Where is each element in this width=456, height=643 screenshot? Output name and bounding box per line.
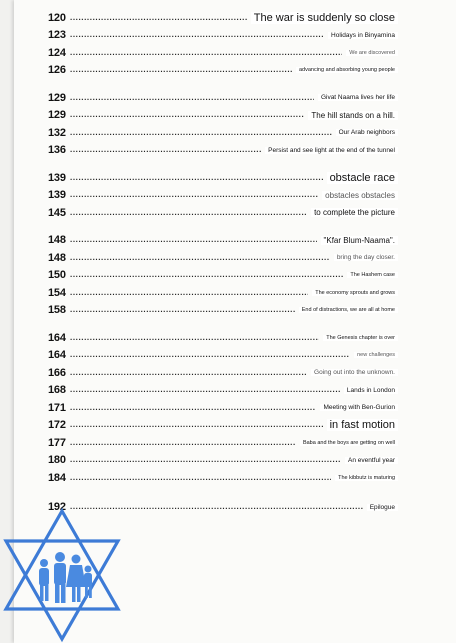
toc-entry[interactable]	[48, 187, 398, 205]
toc-title: We are discovered	[346, 50, 398, 56]
toc-page-number: 180	[48, 454, 66, 467]
dot-leader	[70, 190, 318, 200]
toc-title: An eventful year	[345, 457, 398, 464]
toc-title: Epilogue	[367, 504, 398, 511]
toc-page-number: 132	[48, 126, 66, 139]
section-gap	[48, 79, 398, 89]
toc-page-number: 150	[48, 269, 66, 282]
toc-title: to complete the picture	[311, 208, 398, 217]
toc-title: obstacles obstacles	[322, 191, 398, 200]
toc-entry[interactable]	[48, 302, 398, 320]
toc-title: advancing and absorbing young people	[296, 67, 398, 73]
toc-title: obstacle race	[327, 172, 398, 184]
toc-title: Meeting with Ben-Gurion	[320, 404, 398, 411]
toc-page-number: 171	[48, 401, 66, 414]
toc-entry[interactable]	[48, 89, 398, 107]
dot-leader	[70, 208, 307, 218]
dot-leader	[70, 48, 342, 58]
dot-leader	[70, 145, 261, 155]
toc-page-number: 136	[48, 144, 66, 157]
section-gap	[48, 159, 398, 169]
toc-entry[interactable]	[48, 9, 398, 27]
dot-leader	[70, 235, 317, 245]
dot-leader	[70, 13, 247, 23]
dot-leader	[70, 288, 308, 298]
toc-page-number: 139	[48, 189, 66, 202]
toc-page-number: 164	[48, 331, 66, 344]
toc-title: The Hashem case	[347, 272, 398, 278]
dot-leader	[70, 350, 350, 360]
toc-page-number: 166	[48, 366, 66, 379]
toc-entry[interactable]	[48, 434, 398, 452]
toc-page-number: 192	[48, 501, 66, 514]
family-figures-icon	[39, 552, 92, 603]
toc-entry[interactable]	[48, 27, 398, 45]
toc-title: new challenges	[354, 352, 398, 358]
toc-title: Our Arab neighbors	[336, 129, 398, 136]
toc-entry[interactable]	[48, 452, 398, 470]
toc-entry[interactable]	[48, 232, 398, 250]
toc-page-number: 148	[48, 234, 66, 247]
toc-entry[interactable]	[48, 107, 398, 125]
dot-leader	[70, 270, 343, 280]
toc-entry[interactable]	[48, 364, 398, 382]
toc-title: The Genesis chapter is over	[323, 335, 398, 341]
toc-title: Lands in London	[344, 387, 398, 394]
toc-title: "Kfar Blum-Naama".	[321, 236, 398, 245]
toc-title: The war is suddenly so close	[251, 12, 398, 24]
toc-page-number: 126	[48, 64, 66, 77]
toc-entry[interactable]	[48, 62, 398, 80]
toc-entry[interactable]	[48, 417, 398, 435]
dot-leader	[70, 455, 341, 465]
section-gap	[48, 487, 398, 499]
toc-title: Baba and the boys are getting on well	[300, 440, 398, 446]
toc-page-number: 123	[48, 29, 66, 42]
toc-entry[interactable]	[48, 124, 398, 142]
toc-page-number: 154	[48, 286, 66, 299]
toc-page-number: 129	[48, 109, 66, 122]
toc-title: The economy sprouts and grows	[312, 290, 398, 296]
toc-title: Givat Naama lives her life	[318, 94, 398, 101]
dot-leader	[70, 420, 323, 430]
toc-entry[interactable]	[48, 267, 398, 285]
dot-leader	[70, 403, 316, 413]
dot-leader	[70, 253, 330, 263]
dot-leader	[70, 30, 324, 40]
toc-entry[interactable]	[48, 249, 398, 267]
toc-title: Holidays in Binyamina	[328, 32, 398, 39]
toc-entry[interactable]	[48, 284, 398, 302]
dot-leader	[70, 438, 296, 448]
toc-entry[interactable]	[48, 329, 398, 347]
dot-leader	[70, 385, 340, 395]
toc-page-number: 177	[48, 436, 66, 449]
toc-page-number: 184	[48, 471, 66, 484]
toc-entry[interactable]	[48, 382, 398, 400]
toc-entry[interactable]	[48, 44, 398, 62]
toc-title: End of distractions, we are all at home	[299, 307, 398, 313]
section-gap	[48, 319, 398, 329]
toc-entry[interactable]	[48, 469, 398, 487]
toc-entry[interactable]	[48, 399, 398, 417]
dot-leader	[70, 65, 292, 75]
toc-title: Going out into the unknown.	[311, 369, 398, 376]
toc-entry[interactable]	[48, 347, 398, 365]
toc-page-number: 164	[48, 349, 66, 362]
toc-page-number: 145	[48, 206, 66, 219]
toc-page-number: 124	[48, 46, 66, 59]
dot-leader	[70, 305, 295, 315]
toc-title: The kibbutz is maturing	[335, 475, 398, 481]
toc-page-number: 168	[48, 384, 66, 397]
toc-entry[interactable]	[48, 169, 398, 187]
dot-leader	[70, 473, 331, 483]
star-of-david-family-logo	[0, 505, 125, 643]
toc-title: bring the day closer.	[334, 254, 398, 261]
dot-leader	[70, 368, 307, 378]
dot-leader	[70, 93, 314, 103]
toc-page-number: 148	[48, 251, 66, 264]
toc-entry[interactable]	[48, 204, 398, 222]
dot-leader	[70, 333, 319, 343]
section-gap	[48, 222, 398, 232]
dot-leader	[70, 110, 304, 120]
toc-title: Persist and see light at the end of the tunnel	[265, 147, 398, 154]
dot-leader	[70, 173, 323, 183]
toc-page-number: 120	[48, 11, 66, 24]
toc-title: The hill stands on a hill.	[308, 111, 398, 120]
toc-page-number: 172	[48, 419, 66, 432]
toc-page-number: 129	[48, 91, 66, 104]
toc-page-number: 139	[48, 171, 66, 184]
dot-leader	[70, 128, 332, 138]
toc-title: in fast motion	[327, 419, 398, 431]
toc-page-number: 158	[48, 304, 66, 317]
table-of-contents	[48, 9, 398, 516]
toc-entry[interactable]	[48, 142, 398, 160]
